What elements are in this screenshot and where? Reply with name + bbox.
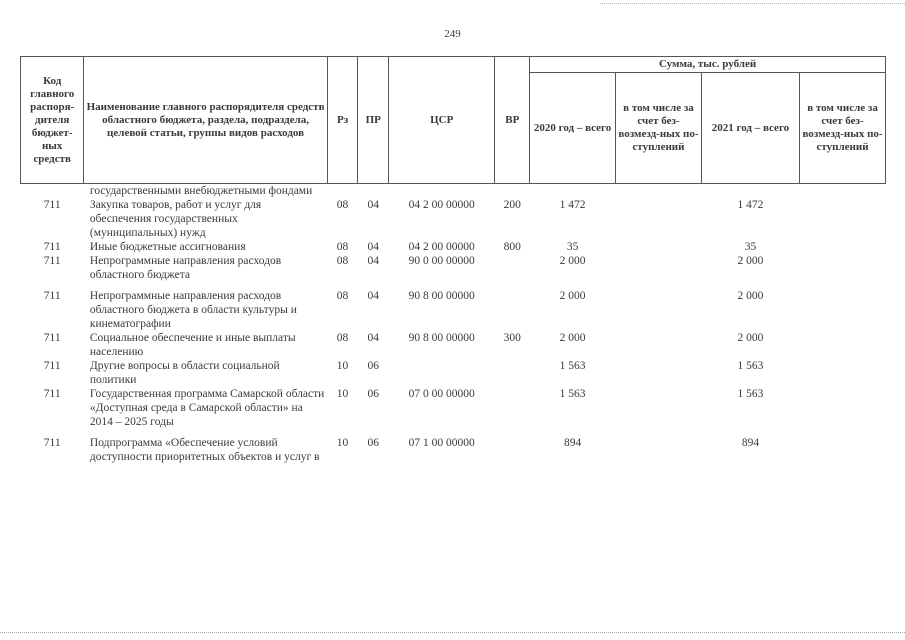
cell-2020-free — [616, 282, 702, 331]
cell-2021-total — [701, 184, 799, 199]
cell-2021-free — [800, 282, 886, 331]
header-2020-total: 2020 год – всего — [530, 73, 616, 184]
cell-rz — [327, 184, 358, 199]
cell-2021-total: 2 000 — [737, 332, 764, 344]
cell-rz: 08 — [336, 199, 349, 211]
cell-name: Социальное обеспечение и иные выплаты населению — [89, 332, 296, 358]
cell-code: 711 — [43, 332, 61, 344]
cell-pr: 04 — [367, 332, 379, 344]
cell-code: 711 — [43, 290, 61, 302]
cell-2021-total: 2 000 — [737, 290, 764, 302]
cell-csr — [389, 184, 495, 199]
cell-2020-free — [616, 387, 702, 429]
cell-pr: 04 — [367, 255, 379, 267]
cell-2021-total: 1 472 — [737, 199, 764, 211]
header-vr: ВР — [495, 57, 530, 184]
cell-2020-free — [616, 254, 702, 282]
cell-vr — [495, 359, 530, 387]
header-2021-free: в том числе за счет без-возмезд-ных по-ступлений — [800, 73, 886, 184]
header-code: Код главного распоря-дителя бюджет-ных средств — [21, 57, 84, 184]
cell-code: 711 — [43, 199, 61, 211]
cell-rz: 10 — [336, 360, 349, 372]
cell-2021-free — [800, 198, 886, 240]
table-row — [21, 282, 886, 331]
table-row — [21, 184, 886, 199]
cell-pr: 04 — [367, 199, 379, 211]
cell-2020-free — [616, 198, 702, 240]
header-2020-free: в том числе за счет без-возмезд-ных по-ступлений — [616, 73, 702, 184]
table-row — [21, 254, 886, 282]
table-header — [21, 57, 886, 184]
cell-name: Государственная программа Самарской области «Доступная среда в Самарской области» на 2014 – 2025 годы — [89, 388, 325, 428]
cell-2020-total — [530, 184, 616, 199]
scan-edge-top — [600, 3, 905, 4]
cell-2020-free — [616, 184, 702, 199]
cell-csr: 90 8 00 00000 — [408, 290, 475, 302]
cell-2020-free — [616, 429, 702, 464]
cell-csr: 04 2 00 00000 — [408, 199, 475, 211]
cell-pr: 04 — [367, 290, 379, 302]
cell-2021-total: 2 000 — [737, 255, 764, 267]
header-rz: Рз — [327, 57, 358, 184]
cell-2021-free — [800, 184, 886, 199]
cell-2020-free — [616, 359, 702, 387]
cell-rz: 08 — [336, 241, 349, 253]
cell-rz: 08 — [336, 332, 349, 344]
cell-pr — [358, 184, 389, 199]
cell-pr: 06 — [367, 360, 379, 372]
cell-code: 711 — [43, 388, 61, 400]
cell-csr: 04 2 00 00000 — [408, 241, 475, 253]
cell-csr: 90 8 00 00000 — [408, 332, 475, 344]
cell-code: 711 — [43, 360, 61, 372]
cell-2020-total: 2 000 — [559, 255, 586, 267]
cell-name: Закупка товаров, работ и услуг для обеспечения государственных (муниципальных) нужд — [89, 199, 262, 239]
cell-2020-total: 1 563 — [559, 360, 586, 372]
cell-2020-total: 1 472 — [559, 199, 586, 211]
table-row — [21, 331, 886, 359]
cell-csr: 07 0 00 00000 — [408, 388, 475, 400]
header-pr: ПР — [358, 57, 389, 184]
cell-2021-free — [800, 359, 886, 387]
cell-2021-free — [800, 387, 886, 429]
budget-table — [20, 56, 886, 464]
cell-2021-total: 1 563 — [737, 388, 764, 400]
cell-name: Иные бюджетные ассигнования — [89, 241, 246, 253]
header-sum: Сумма, тыс. рублей — [530, 57, 886, 73]
cell-2020-free — [616, 240, 702, 254]
cell-rz: 10 — [336, 388, 349, 400]
cell-2020-total: 894 — [563, 437, 582, 449]
cell-2021-free — [800, 429, 886, 464]
cell-2020-total: 1 563 — [559, 388, 586, 400]
cell-rz: 08 — [336, 255, 349, 267]
cell-vr — [495, 184, 530, 199]
cell-code — [21, 184, 84, 199]
cell-2021-total: 1 563 — [737, 360, 764, 372]
cell-name: Подпрограмма «Обеспечение условий доступности приоритетных объектов и услуг в — [89, 437, 320, 463]
cell-pr: 04 — [367, 241, 379, 253]
table-row — [21, 429, 886, 464]
cell-csr: 90 0 00 00000 — [408, 255, 475, 267]
cell-name: Непрограммные направления расходов областного бюджета в области культуры и кинематографии — [89, 290, 297, 330]
cell-2020-total: 2 000 — [559, 332, 586, 344]
cell-2021-free — [800, 331, 886, 359]
table-row — [21, 387, 886, 429]
header-name: Наименование главного распорядителя средств областного бюджета, раздела, подраздела, целевой статьи, группы видов расходов — [84, 57, 327, 184]
cell-vr: 300 — [503, 332, 521, 344]
table-row — [21, 198, 886, 240]
cell-pr: 06 — [367, 388, 379, 400]
cell-2021-free — [800, 254, 886, 282]
cell-name: Непрограммные направления расходов областного бюджета — [89, 255, 282, 281]
scan-edge-bottom — [0, 632, 905, 633]
cell-vr — [495, 254, 530, 282]
header-2021-total: 2021 год – всего — [701, 73, 799, 184]
cell-vr — [495, 387, 530, 429]
cell-2020-total: 2 000 — [559, 290, 586, 302]
budget-table-container — [20, 56, 886, 464]
cell-2021-free — [800, 240, 886, 254]
cell-2021-total: 894 — [741, 437, 760, 449]
table-row — [21, 359, 886, 387]
cell-rz: 08 — [336, 290, 349, 302]
cell-2021-total: 35 — [744, 241, 757, 253]
cell-csr: 07 1 00 00000 — [408, 437, 475, 449]
cell-vr — [495, 429, 530, 464]
cell-vr — [495, 282, 530, 331]
cell-vr: 200 — [503, 199, 521, 211]
cell-name: Другие вопросы в области социальной политики — [89, 360, 280, 386]
cell-pr: 06 — [367, 437, 379, 449]
cell-code: 711 — [43, 255, 61, 267]
table-row — [21, 240, 886, 254]
page-number: 249 — [444, 28, 461, 40]
cell-rz: 10 — [336, 437, 349, 449]
cell-name: государственными внебюджетными фондами — [89, 185, 313, 197]
table-body — [21, 184, 886, 465]
cell-2020-total: 35 — [566, 241, 579, 253]
cell-2020-free — [616, 331, 702, 359]
cell-csr — [389, 359, 495, 387]
cell-vr: 800 — [503, 241, 521, 253]
cell-code: 711 — [43, 437, 61, 449]
header-csr: ЦСР — [389, 57, 495, 184]
cell-code: 711 — [43, 241, 61, 253]
